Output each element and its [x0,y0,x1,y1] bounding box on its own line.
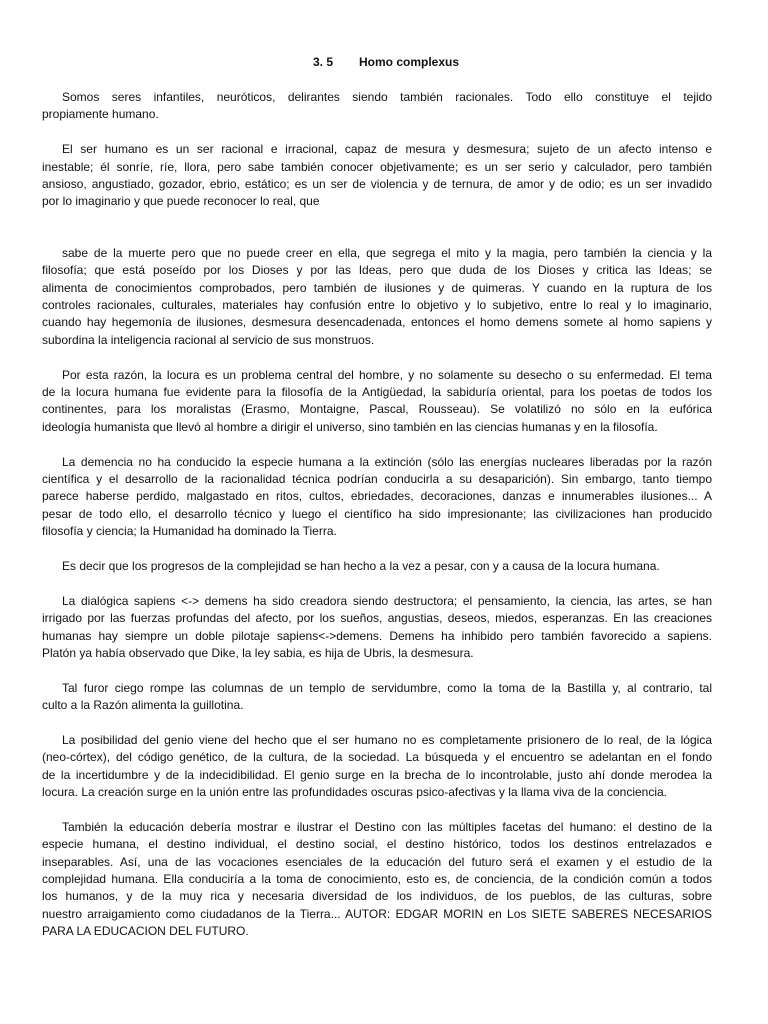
paragraph [42,680,712,715]
text-line: continentes, para los moralistas (Erasmo, Montaigne, Pascal, Rousseau). Se volatilizó no sólo en la eufórica [42,402,712,417]
text-line: PARA LA EDUCACION DEL FUTURO. [42,924,249,939]
text-line: ansioso, angustiado, gozador, ebrio, estático; es un ser de violencia y de ternura, de amor y de odio; es un ser invadido [42,176,712,191]
text-line: humanas hay siempre un doble pilotaje sapiens<->demens. Demens ha inhibido pero también favorecido a sapiens. [42,628,712,643]
text-line: También la educación debería mostrar e ilustrar el Destino con las múltiples facetas del humano: el destino de la [62,819,712,834]
paragraph [42,454,712,541]
text-line: La demencia no ha conducido la especie humana a la extinción (sólo las energías nucleares liberadas por la razón [62,454,712,469]
text-line: Tal furor ciego rompe las columnas de un templo de servidumbre, como la toma de la Bastilla y, al contrario, tal [62,680,712,695]
paragraph [42,141,712,211]
paragraph [42,819,712,941]
text-line: alimenta de conocimientos comprobados, pero también de ilusiones y de quimeras. Y cuando en la ruptura de los [42,280,712,295]
text-line: Por esta razón, la locura es un problema central del hombre, y no solamente su desecho o su enfermedad. El tema [62,367,712,382]
paragraph [42,732,712,802]
paragraph [42,593,712,663]
text-line: los humanos, y de la muy rica y necesaria diversidad de los individuos, de los pueblos, de las culturas, sobre [42,889,712,904]
text-line: pesar de todo ello, el desarrollo técnico y luego el científico ha sido impresionante; las civilizaciones han producido [42,506,712,521]
text-line: Platón ya había observado que Dike, la ley sabia, es hija de Ubris, la desmesura. [42,645,474,660]
section-heading [313,54,459,71]
text-line: científica y el desarrollo de la racionalidad técnica podrían conducirla a su desaparición). Sin embargo, tanto tiempo [42,472,712,486]
text-line: Es decir que los progresos de la complejidad se han hecho a la vez a pesar, con y a causa de la locura humana. [62,558,660,573]
section-title: Homo complexus [359,55,460,69]
text-line: ideología humanista que llevó al hombre a dirigir el universo, sino también en las ciencias humanas y en la filosofía. [42,419,658,434]
paragraph [42,558,712,575]
text-line: inestable; él sonríe, ríe, llora, pero sabe también conocer objetivamente; es un ser serio y calculador, pero también [42,159,712,174]
text-line: La dialógica sapiens <-> demens ha sido creadora siendo destructora; el pensamiento, la ciencia, las artes, se han [62,593,712,608]
section-number: 3. 5 [313,55,334,69]
text-line: controles racionales, culturales, materiales hay confusión entre lo objetivo y lo subjetivo, entre lo real y lo imaginario, [42,298,712,313]
text-line: de la incertidumbre y de la indecidibilidad. El genio surge en la brecha de lo incontrolable, justo ahí donde merodea la [42,767,712,782]
text-line: filosofía y ciencia; la Humanidad ha dominado la Tierra. [42,524,337,539]
text-line: locura. La creación surge en la unión entre las profundidades oscuras psico-afectivas y la llama viva de la conciencia. [42,785,668,800]
paragraph [42,367,712,437]
text-line: nuestro arraigamiento como ciudadanos de la Tierra... AUTOR: EDGAR MORIN en Los SIETE SABERES NECESARIOS [42,906,712,921]
text-line: especie humana, el destino individual, el destino social, el destino histórico, todos los destinos entrelazados e [42,837,712,852]
document-body [42,89,712,958]
text-line: cuando hay hegemonía de ilusiones, desmesura desencadenada, entonces el homo demens somete al homo sapiens y [42,315,712,330]
text-line: de la locura humana fue evidente para la filosofía de la Antigüedad, la sabiduría oriental, para los poetas de todos los [42,385,712,400]
text-line: por lo imaginario y que puede reconocer lo real, que [42,194,320,209]
text-line: parece haberse perdido, malgastado en ritos, cultos, ebriedades, decoraciones, danzas e innumerables ilusiones... A [42,489,712,504]
text-line: irrigado por las fuerzas profundas del afecto, por los sueños, angustias, deseos, miedos, esperanzas. En las creaciones [42,611,712,626]
text-line: filosofía; que está poseído por los Dioses y por las Ideas, pero que duda de los Dioses y critica las Ideas; se [42,263,712,278]
text-line: (neo-córtex), del código genético, de la cultura, de la sociedad. La búsqueda y el encuentro se adelantan en el fondo [42,750,712,765]
text-line: El ser humano es un ser racional e irracional, capaz de mesura y desmesura; sujeto de un afecto intenso e [62,142,712,157]
paragraph [42,89,712,124]
text-line: propiamente humano. [42,107,159,122]
text-line: inseparables. Así, una de las vocaciones esenciales de la educación del futuro será el examen y el estudio de la [42,854,712,869]
text-line: subordina la inteligencia racional al servicio de sus monstruos. [42,332,375,347]
text-line: Somos seres infantiles, neuróticos, delirantes siendo también racionales. Todo ello constituye el tejido [62,90,712,104]
paragraph [42,245,712,349]
text-line: culto a la Razón alimenta la guillotina. [42,698,244,713]
text-line: La posibilidad del genio viene del hecho que el ser humano no es completamente prisionero de lo real, de la lógica [62,732,712,747]
text-line: sabe de la muerte pero que no puede creer en ella, que segrega el mito y la magia, pero también la ciencia y la [62,245,712,260]
text-line: complejidad humana. Ella conduciría a la toma de conocimiento, esto es, de conciencia, de la condición común a todos [42,871,712,886]
